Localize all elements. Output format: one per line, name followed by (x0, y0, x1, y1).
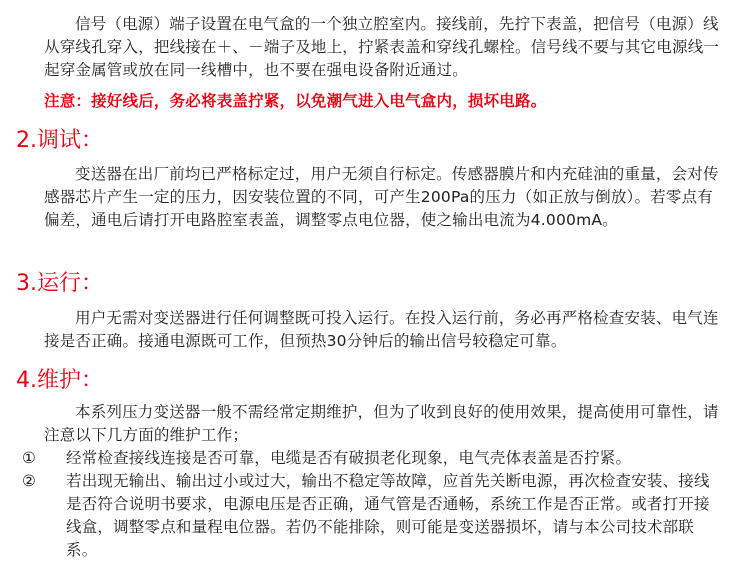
wiring-paragraph: 信号（电源）端子设置在电气盒的一个独立腔室内。接线前，先拧下表盖，把信号（电源）线从穿线孔穿入，把线接在＋、－端子及地上，拧紧表盖和穿线孔螺栓。信号线不要与其它电源线一起穿金属管或放在同一线槽中，也不要在强电设备附近通过。 (44, 15, 720, 79)
heading-debug: 2.调试： (16, 128, 103, 153)
maintain-item (22, 447, 724, 470)
heading-maintain: 4.维护： (16, 368, 103, 393)
item-number: ① (22, 449, 37, 467)
maintain-item (22, 470, 724, 562)
heading-run: 3.运行： (16, 271, 103, 296)
wiring-warning: 注意：接好线后，务必将表盖拧紧，以免潮气进入电气盒内，损坏电路。 (44, 92, 547, 110)
item-text: 若出现无输出、输出过小或过大，输出不稳定等故障，应首先关断电源，再次检查安装、接线是否符合说明书要求，电源电压是否正确，通气管是否通畅，系统工作是否正常。或者打开接线盒，调整零点和量程电位器。若仍不能排除，则可能是变送器损坏，请与本公司技术部联系。 (66, 472, 710, 559)
item-number: ② (22, 472, 37, 490)
run-paragraph: 用户无需对变送器进行任何调整既可投入运行。在投入运行前，务必再严格检查安装、电气连接是否正确。接通电源既可工作，但预热30分钟后的输出信号较稳定可靠。 (44, 309, 719, 350)
debug-paragraph: 变送器在出厂前均已严格标定过，用户无须自行标定。传感器膜片和内充硅油的重量，会对传感器芯片产生一定的压力，因安装位置的不同，可产生200Pa的压力（如正放与倒放）。若零点有偏差，通电后请打开电路腔室表盖，调整零点电位器，使之输出电流为4.000mA。 (44, 165, 719, 229)
maintain-paragraph: 本系列压力变送器一般不需经常定期维护，但为了收到良好的使用效果，提高使用可靠性，请注意以下几方面的维护工作； (44, 403, 719, 444)
item-text: 经常检查接线连接是否可靠，电缆是否有破损老化现象，电气壳体表盖是否拧紧。 (66, 449, 632, 467)
